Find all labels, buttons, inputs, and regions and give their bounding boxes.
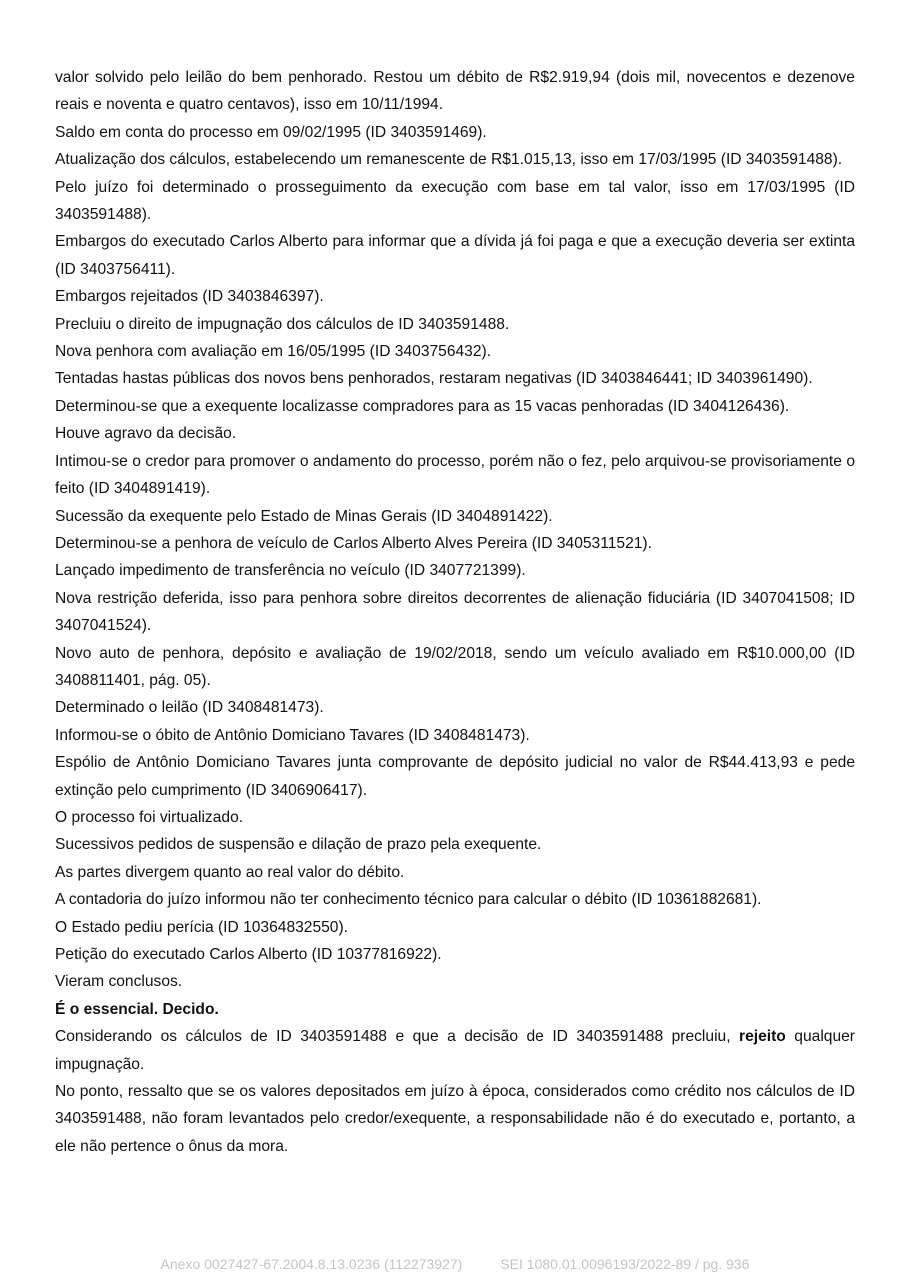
paragraph: O processo foi virtualizado. — [55, 808, 244, 826]
paragraph: Lançado impedimento de transferência no veículo (ID 3407721399). — [55, 562, 526, 580]
paragraph: Nova restrição deferida, isso para penhora sobre direitos decorrentes de alienação fiduciária (ID 3407041508; ID 3407041524). — [55, 589, 855, 635]
paragraph: As partes divergem quanto ao real valor do débito. — [55, 863, 405, 881]
paragraph: Embargos rejeitados (ID 3403846397). — [55, 288, 324, 306]
paragraph: Intimou-se o credor para promover o andamento do processo, porém não o fez, pelo arquivou-se provisoriamente o feito (ID 3404891419). — [55, 452, 855, 498]
paragraph: Atualização dos cálculos, estabelecendo um remanescente de R$1.015,13, isso em 17/03/1995 (ID 3403591488). — [55, 151, 843, 169]
paragraph: Determinou-se que a exequente localizasse compradores para as 15 vacas penhoradas (ID 3404126436). — [55, 397, 790, 415]
decision-verdict: rejeito — [739, 1028, 786, 1046]
footer-annex: Anexo 0027427-67.2004.8.13.0236 (112273927) — [160, 1256, 463, 1272]
paragraph: Embargos do executado Carlos Alberto para informar que a dívida já foi paga e que a execução deveria ser extinta (ID 3403756411). — [55, 233, 855, 278]
page-footer — [0, 1256, 910, 1272]
paragraph: Espólio de Antônio Domiciano Tavares junta comprovante de depósito judicial no valor de R$44.413,93 e pede extinção pelo cumprimento (ID 3406906417). — [55, 754, 855, 799]
paragraph: Nova penhora com avaliação em 16/05/1995 (ID 3403756432). — [55, 343, 492, 361]
paragraph: Houve agravo da decisão. — [55, 425, 237, 443]
paragraph: O Estado pediu perícia (ID 10364832550). — [55, 918, 349, 936]
paragraph: Determinou-se a penhora de veículo de Carlos Alberto Alves Pereira (ID 3405311521). — [55, 534, 652, 552]
decision-paragraph — [55, 1023, 855, 1078]
paragraph: Saldo em conta do processo em 09/02/1995 (ID 3403591469). — [55, 123, 487, 141]
decision-text-after: qualquer impugnação. — [55, 1028, 856, 1073]
paragraph: valor solvido pelo leilão do bem penhorado. Restou um débito de R$2.919,94 (dois mil, novecentos e dezenove reais e noventa e quatro centavos), isso em 10/11/1994. — [55, 69, 855, 114]
paragraph: Sucessivos pedidos de suspensão e dilação de prazo pela exequente. — [55, 836, 542, 854]
paragraph: Tentadas hastas públicas dos novos bens penhorados, restaram negativas (ID 3403846441; ID 3403961490). — [55, 370, 813, 388]
paragraph: Vieram conclusos. — [55, 973, 183, 991]
paragraph: Pelo juízo foi determinado o prosseguimento da execução com base em tal valor, isso em 17/03/1995 (ID 3403591488). — [55, 178, 855, 224]
paragraph: Informou-se o óbito de Antônio Domiciano Tavares (ID 3408481473). — [55, 726, 530, 744]
paragraph: Determinado o leilão (ID 3408481473). — [55, 699, 324, 717]
paragraph: Petição do executado Carlos Alberto (ID 10377816922). — [55, 946, 442, 963]
document-body — [55, 64, 855, 1160]
paragraph: Novo auto de penhora, depósito e avaliação de 19/02/2018, sendo um veículo avaliado em R$10.000,00 (ID 3408811401, pág. 05). — [55, 644, 855, 689]
section-heading: É o essencial. Decido. — [55, 1000, 219, 1018]
final-paragraph: No ponto, ressalto que se os valores depositados em juízo à época, considerados como crédito nos cálculos de ID 3403591488, não foram levantados pelo credor/exequente, a responsabilidade não é do executado e, portanto, a ele não pertence o ônus da mora. — [55, 1083, 855, 1155]
paragraph: Precluiu o direito de impugnação dos cálculos de ID 3403591488. — [55, 315, 510, 333]
paragraph: Sucessão da exequente pelo Estado de Minas Gerais (ID 3404891422). — [55, 507, 553, 525]
footer-sei-reference: SEI 1080.01.0096193/2022-89 / pg. 936 — [500, 1256, 750, 1272]
decision-text-before: Considerando os cálculos de ID 3403591488 e que a decisão de ID 3403591488 precluiu, — [55, 1028, 740, 1046]
paragraph: A contadoria do juízo informou não ter conhecimento técnico para calcular o débito (ID 10361882681). — [55, 891, 762, 909]
